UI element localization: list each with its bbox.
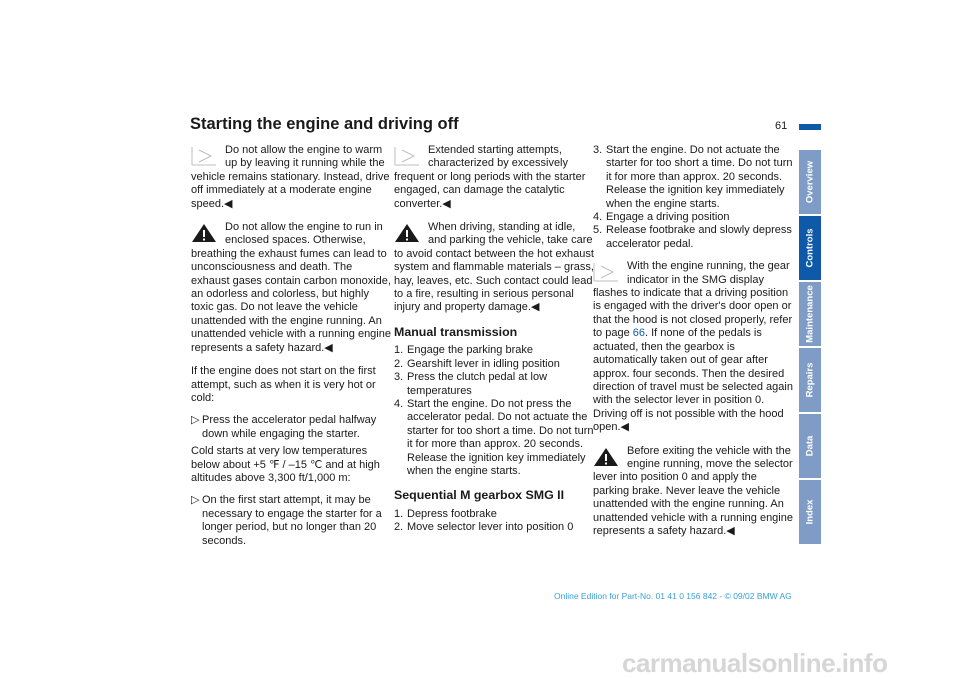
list-item xyxy=(394,398,594,478)
bullet-item xyxy=(191,494,391,548)
tab-overview[interactable] xyxy=(799,150,821,214)
manual-steps-list xyxy=(394,344,594,478)
tab-label: Controls xyxy=(804,228,816,268)
tab-label: Index xyxy=(804,499,816,525)
note-text xyxy=(593,260,793,434)
list-number: 2. xyxy=(394,357,404,370)
paragraph: Cold starts at very low temperatures below about +5 ℉ / –15 ℃ and at high altitudes above 3,300 ft/1,000 m: xyxy=(191,445,380,484)
warning-triangle-icon xyxy=(394,223,420,243)
list-number: 3. xyxy=(593,144,603,156)
watermark: carmanualsonline.info xyxy=(622,648,888,678)
list-item xyxy=(394,358,594,371)
list-number: 4. xyxy=(394,397,404,410)
tab-data[interactable] xyxy=(799,414,821,478)
bullet-text: Press the accelerator pedal halfway down while engaging the starter. xyxy=(202,414,377,440)
page-title: Starting the engine and driving off xyxy=(190,115,459,133)
note-text: Do not allow the engine to warm up by leaving it running while the vehicle remains stationary. Instead, drive off immediately at a moderate engine speed.◀ xyxy=(191,144,390,210)
list-text: Depress footbrake xyxy=(407,507,497,520)
list-item xyxy=(394,521,594,534)
list-number: 4. xyxy=(593,211,603,224)
list-number: 1. xyxy=(394,507,404,520)
footer-edition: Online Edition for Part-No. 01 41 0 156 842 - © 09/02 BMW AG xyxy=(554,591,792,601)
list-text: Start the engine. Do not press the accelerator pedal. Do not actuate the starter for too short a time. Do not turn it for more than approx. 20 seconds. Release the ignition key immediately when the engine starts. xyxy=(407,397,594,477)
tab-repairs[interactable] xyxy=(799,348,821,412)
page-link[interactable]: 66 xyxy=(632,327,646,340)
list-item xyxy=(394,508,594,521)
note-text-part: With the engine running, the gear indicator in the SMG display flashes to indicate that a driving position is engaged with the driver's door open or that the hood is not closed properly, refer to page xyxy=(593,260,793,340)
list-item xyxy=(394,371,594,398)
bullet-item xyxy=(191,414,391,441)
note-arrow-icon xyxy=(394,146,420,166)
column-3 xyxy=(593,144,793,548)
tab-maintenance[interactable] xyxy=(799,282,821,346)
column-2 xyxy=(394,144,594,544)
warning-fire xyxy=(394,221,594,315)
tab-controls[interactable] xyxy=(799,216,821,280)
tab-label: Data xyxy=(804,435,816,457)
list-item xyxy=(593,144,793,211)
smg-steps-continued xyxy=(593,144,793,251)
note-catalytic xyxy=(394,144,594,211)
list-text: Gearshift lever in idling position xyxy=(407,357,560,370)
bullet-marker: ▷ xyxy=(191,414,200,427)
list-number: 2. xyxy=(394,521,404,534)
page-number-bar xyxy=(799,124,821,130)
list-number: 1. xyxy=(394,344,404,357)
warning-text: Do not allow the engine to run in enclosed spaces. Otherwise, breathing the exhaust fumes can lead to unconsciousness and death. The exhaust gases contain carbon monoxide, an odorless and colorless, but highly toxic gas. Do not leave the vehicle unattended with the engine running. An unattended vehicle with a running engine represents a safety hazard.◀ xyxy=(191,221,391,354)
list-text: Release footbrake and slowly depress accelerator pedal. xyxy=(606,224,792,250)
warning-triangle-icon xyxy=(593,447,619,467)
note-text: Extended starting attempts, characterized by excessively frequent or long periods with the starter engaged, can damage the catalytic converter.◀ xyxy=(394,144,586,210)
list-text: Engage the parking brake xyxy=(407,344,533,357)
warning-exhaust xyxy=(191,221,391,355)
list-number: 3. xyxy=(394,371,404,384)
list-text: Move selector lever into position 0 xyxy=(407,521,574,534)
warning-exiting xyxy=(593,445,793,539)
warning-text: When driving, standing at idle, and parking the vehicle, take care to avoid contact between the hot exhaust system and flammable materials – grass, hay, leaves, etc. Such contact could lead to a fire, resulting in serious personal injury and property damage.◀ xyxy=(394,221,594,314)
tab-label: Overview xyxy=(804,160,816,204)
list-item xyxy=(593,224,793,251)
column-1 xyxy=(191,144,391,552)
note-text-part: . If none of the pedals is actuated, then the gearbox is automatically taken out of gear after approx. four seconds. Then the desired direction of travel must be selected again with the selector lever in position 0. Driving off is not possible with the hood open.◀ xyxy=(593,327,793,434)
note-smg-display xyxy=(593,260,793,434)
section-heading-manual: Manual transmission xyxy=(394,324,518,339)
note-arrow-icon xyxy=(191,146,217,166)
note-arrow-icon xyxy=(593,262,619,282)
list-text: Engage a driving position xyxy=(606,211,730,224)
list-item xyxy=(593,211,793,224)
list-text: Press the clutch pedal at low temperatures xyxy=(407,371,548,397)
smg-steps-list xyxy=(394,508,594,535)
chapter-tabs xyxy=(799,150,821,546)
list-text: Start the engine. Do not actuate the starter for too short a time. Do not turn it for more than approx. 20 seconds. Release the ignition key immediately when the engine starts. xyxy=(606,144,793,210)
section-heading-smg: Sequential M gearbox SMG II xyxy=(394,488,565,503)
warning-triangle-icon xyxy=(191,223,217,243)
bullet-marker: ▷ xyxy=(191,494,200,507)
bullet-text: On the first start attempt, it may be necessary to engage the starter for a longer period, but no longer than 20 seconds. xyxy=(202,494,382,547)
list-number: 5. xyxy=(593,224,603,237)
tab-label: Repairs xyxy=(804,362,816,398)
note-warm-up xyxy=(191,144,391,211)
page-number: 61 xyxy=(775,120,788,132)
paragraph: If the engine does not start on the first attempt, such as when it is very hot or cold: xyxy=(191,365,376,404)
tab-label: Maintenance xyxy=(804,285,816,343)
tab-index[interactable] xyxy=(799,480,821,544)
warning-text: Before exiting the vehicle with the engine running, move the selector lever into position 0 and apply the parking brake. Never leave the vehicle unattended with the engine running. An unattended vehicle with a running engine represents a safety hazard.◀ xyxy=(593,444,793,537)
list-item xyxy=(394,344,594,357)
